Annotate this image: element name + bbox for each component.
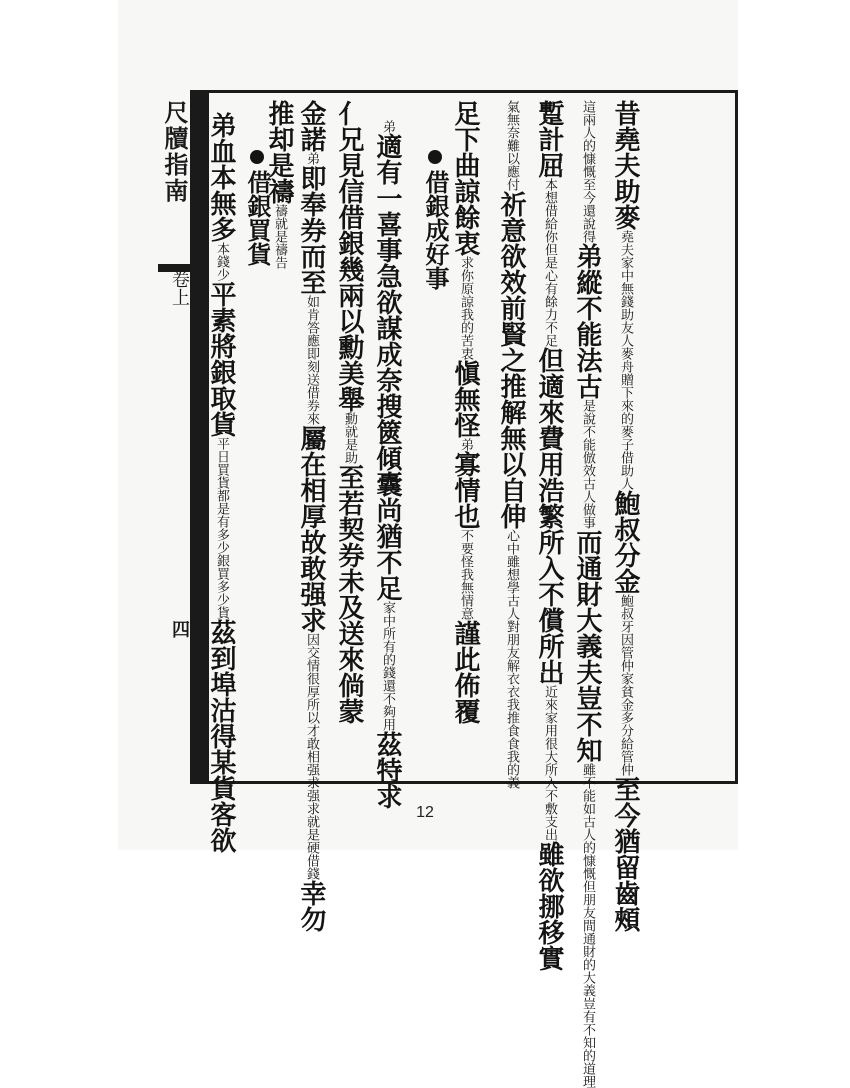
text-column — [572, 100, 602, 1088]
text-column — [206, 112, 236, 853]
annotation: 氣無奈難以應付 — [504, 100, 519, 191]
annotation: 勳就是助 — [342, 412, 357, 464]
annotation: 家中所有的錢還不夠用 — [380, 601, 395, 731]
main-text: 至今猶留齒頰 — [610, 776, 640, 932]
annotation: 平日買貨都是有多少銀買多少貨 — [214, 437, 229, 619]
annotation: 心中雖想學古人對朋友解衣衣我推食食我的義 — [504, 529, 519, 789]
annotation: 弟 — [380, 120, 395, 133]
main-text: 茲特求 — [372, 731, 402, 809]
main-text: 祈 — [496, 191, 526, 217]
main-text: 雖欲挪移實 — [534, 841, 564, 971]
main-text: 幸勿 — [296, 880, 326, 932]
leaf-number: 四 — [169, 620, 190, 638]
text-column — [336, 100, 362, 780]
annotation: 這兩人的慷慨至今還說得 — [580, 100, 595, 243]
annotation: 求你原諒我的苦衷 — [458, 256, 473, 360]
main-text: 足下曲諒餘衷 — [450, 100, 480, 256]
bullet-icon — [250, 150, 264, 164]
main-text: 鮑叔分金 — [610, 490, 640, 594]
main-text: 弟縱不能法古 — [572, 243, 602, 399]
main-text: 寡情也 — [450, 451, 480, 529]
annotation: 近來家用很大所入不敷支出 — [542, 685, 557, 841]
main-text: 但適來費用浩繁所入不償所出 — [534, 347, 564, 685]
annotation: 堯夫家中無錢助友人麥舟贈下來的麥子借助人 — [618, 230, 633, 490]
book-title: 尺牘指南 — [160, 100, 189, 204]
heading-text: 借銀買貨 — [243, 170, 272, 266]
text-column — [534, 100, 564, 971]
bullet-icon — [428, 150, 442, 164]
section-heading — [240, 150, 275, 266]
annotation: 不要怪我無情意 — [458, 529, 473, 620]
main-text: 至若契券未及送來倘蒙 — [334, 464, 364, 724]
main-text: 意欲效前賢之推解無以自伸 — [496, 217, 526, 529]
main-text: 平素將銀取貨 — [206, 281, 236, 437]
main-text: 謹此佈覆 — [450, 620, 480, 724]
annotation: 本想借給你但是心有餘力不足 — [542, 178, 557, 347]
annotation: 弟 — [458, 438, 473, 451]
heading-text: 借銀成好事 — [421, 170, 450, 290]
annotation: 鮑叔牙因管仲家貧金多分給管仲 — [618, 594, 633, 776]
main-text: 而通財大義夫豈不知 — [572, 529, 602, 763]
main-text: 即奉券而至 — [296, 165, 326, 295]
annotation: 禱就是禱告 — [272, 204, 287, 269]
annotation: 如肯答應即刻送借券來 — [304, 295, 319, 425]
text-column — [452, 100, 478, 780]
main-text: 金諾 — [296, 100, 326, 152]
annotation: 雖不能如古人的慷慨但朋友間通財的大義豈有不知的道理 — [580, 763, 595, 1088]
annotation: 本錢少 — [214, 242, 229, 281]
main-text: 茲到埠沽得某貨客欲 — [206, 619, 236, 853]
text-column — [496, 100, 526, 789]
annotation: 弟 — [304, 152, 319, 165]
main-text: 蹔計屈 — [534, 100, 564, 178]
volume-label: 卷上 — [169, 270, 190, 306]
text-column — [610, 100, 640, 932]
annotation: 因交情很厚所以才敢相强求强求就是硬借錢 — [304, 633, 319, 880]
main-text: 昔堯夫助麥 — [610, 100, 640, 230]
main-text: 弟血本無多 — [206, 112, 236, 242]
main-text: 屬在相厚故敢强求 — [296, 425, 326, 633]
main-text: 推却是禱 — [264, 100, 294, 204]
text-column — [372, 120, 402, 809]
main-text: 亻兄見信借銀幾兩以勳美舉 — [334, 100, 364, 412]
text-column — [296, 100, 326, 932]
page-number: 12 — [416, 804, 434, 821]
main-text: 愼無怪 — [450, 360, 480, 438]
main-text: 適有一喜事急欲謀成奈搜篋傾囊尚猶不足 — [372, 133, 402, 601]
annotation: 是說不能倣效古人做事 — [580, 399, 595, 529]
section-heading — [418, 150, 453, 290]
